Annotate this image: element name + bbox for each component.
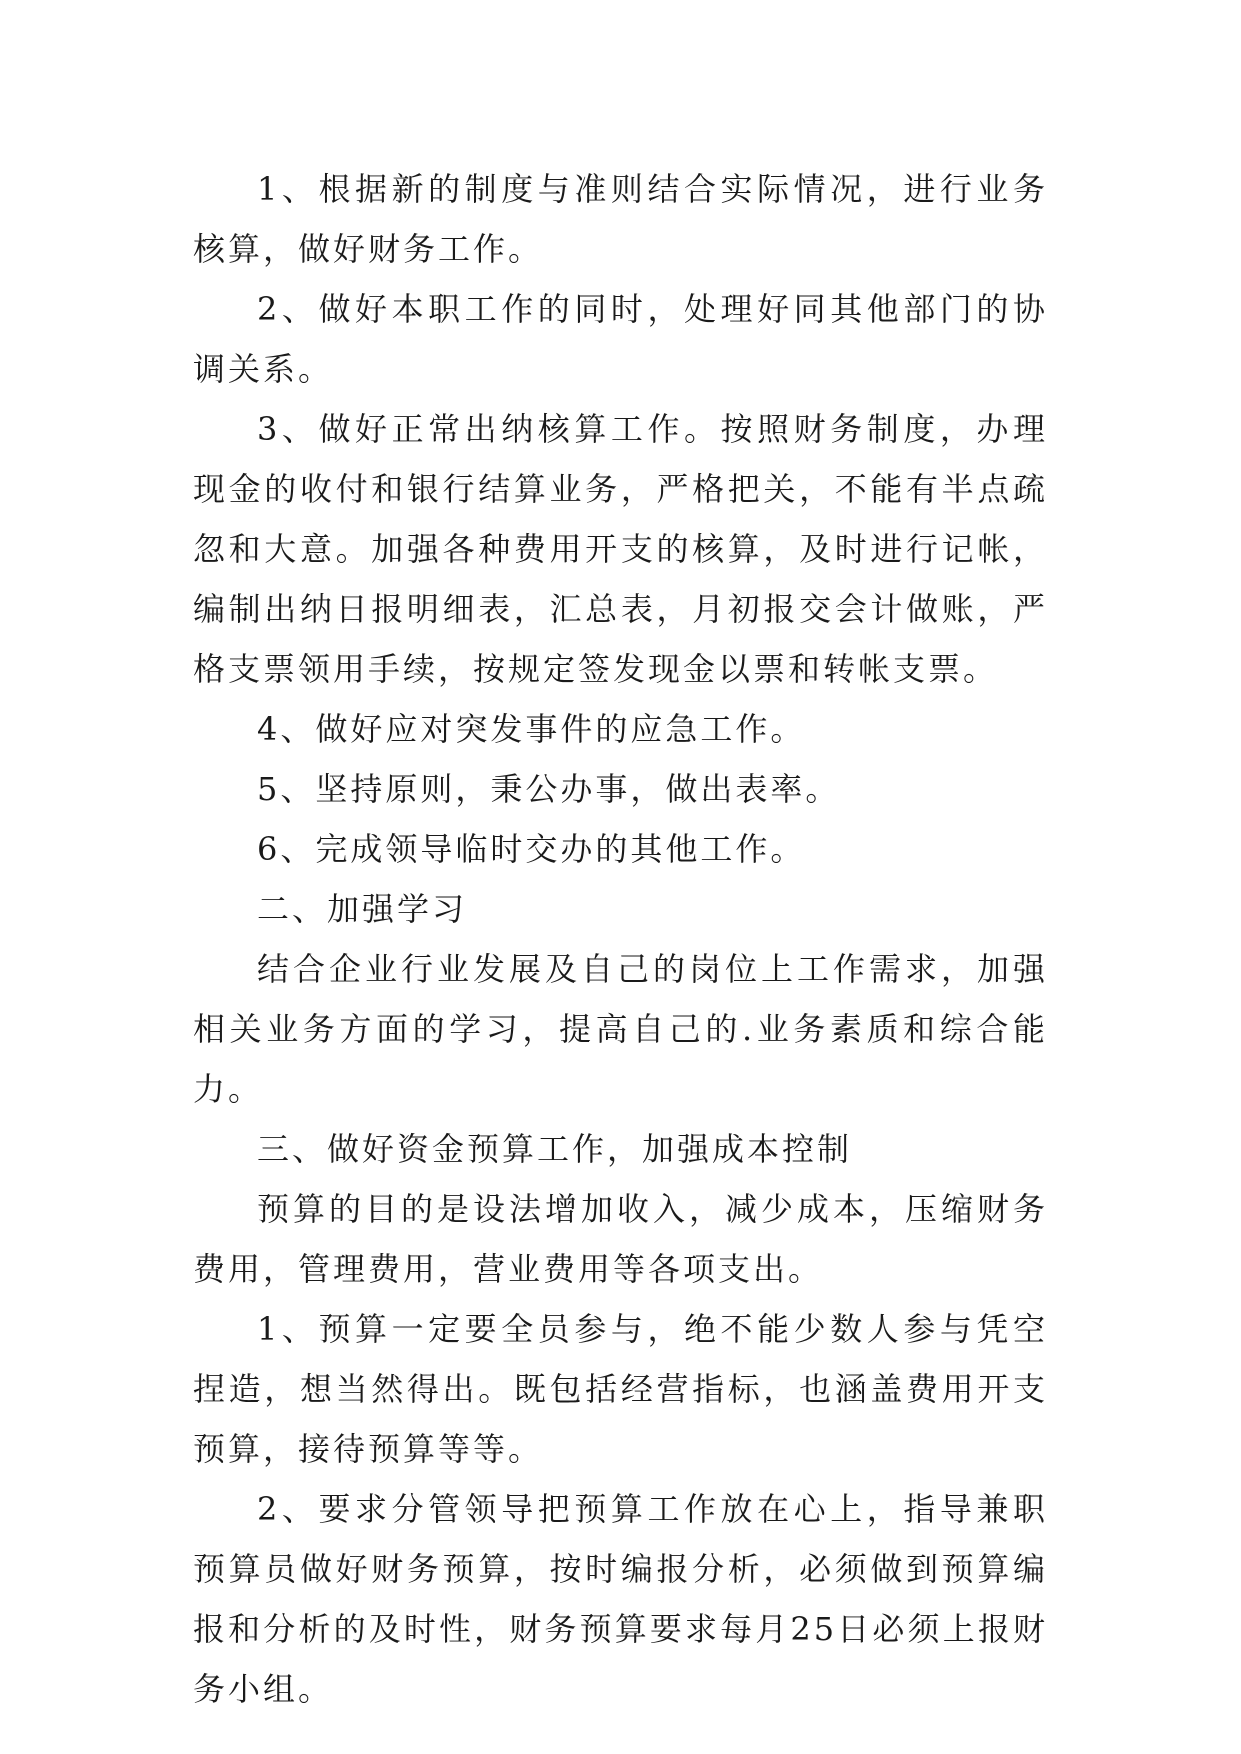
paragraph-item-3: 3、做好正常出纳核算工作。按照财务制度，办理现金的收付和银行结算业务，严格把关，不能有半点疏忽和大意。加强各种费用开支的核算，及时进行记帐，编制出纳日报明细表，汇总表，月初报交会计做账，严格支票领用手续，按规定签发现金以票和转帐支票。 [193, 410, 1048, 688]
paragraph-item-5: 5、坚持原则，秉公办事，做出表率。 [257, 770, 841, 808]
budget-item-1: 1、预算一定要全员参与，绝不能少数人参与凭空捏造，想当然得出。既包括经营指标，也涵盖费用开支预算，接待预算等等。 [193, 1310, 1048, 1468]
budget-item-2: 2、要求分管领导把预算工作放在心上，指导兼职预算员做好财务预算，按时编报分析，必须做到预算编报和分析的及时性，财务预算要求每月25日必须上报财务小组。 [193, 1490, 1048, 1708]
section-heading-3: 三、做好资金预算工作，加强成本控制 [257, 1130, 853, 1168]
document-body [193, 159, 1048, 1719]
paragraph-item-6: 6、完成领导临时交办的其他工作。 [257, 830, 806, 868]
paragraph-item-1: 1、根据新的制度与准则结合实际情况，进行业务核算，做好财务工作。 [193, 170, 1048, 268]
section-heading-2: 二、加强学习 [257, 890, 468, 928]
paragraph-item-2: 2、做好本职工作的同时，处理好同其他部门的协调关系。 [193, 290, 1048, 388]
section-body-3: 预算的目的是设法增加收入，减少成本，压缩财务费用，管理费用，营业费用等各项支出。 [193, 1190, 1048, 1288]
paragraph-item-4: 4、做好应对突发事件的应急工作。 [257, 710, 806, 748]
section-body-2: 结合企业行业发展及自己的岗位上工作需求，加强相关业务方面的学习，提高自己的.业务素质和综合能力。 [193, 950, 1048, 1108]
